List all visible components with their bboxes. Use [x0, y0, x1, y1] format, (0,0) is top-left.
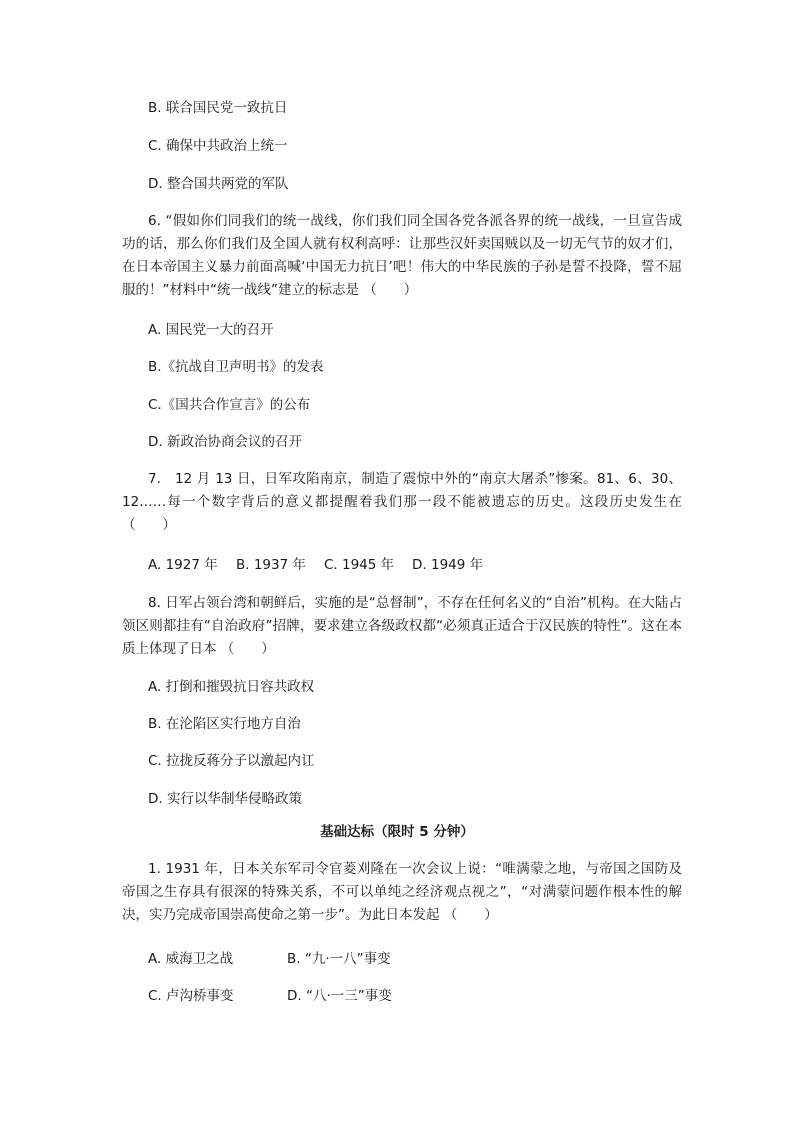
question-8-stem: 8. 日军占领台湾和朝鲜后，实施的是“总督制”，不存在任何名义的“自治”机构。在大陆占领区则都挂有“自治政府”招牌，要求建立各级政权都“必须真正适合于汉民族的特性”。这在本质上体现了日本 （ ） — [122, 595, 682, 657]
s1-option-b: B. “九·一八”事变 — [287, 951, 391, 967]
q6-option-a: A. 国民党一大的召开 — [148, 322, 274, 338]
q7-option-c: C. 1945 年 — [324, 557, 395, 573]
option-b: B. 联合国民党一致抗日 — [148, 100, 288, 116]
section-title: 基础达标（限时 5 分钟） — [320, 824, 474, 840]
question-7-stem: 7. 12 月 13 日，日军攻陷南京，制造了震惊中外的“南京大屠杀”惨案。81、6、30、12……每一个数字背后的意义都提醒着我们那一段不能被遗忘的历史。这段历史发生在 （ ） — [122, 471, 682, 533]
q7-option-a: A. 1927 年 — [148, 557, 218, 573]
q8-option-c: C. 拉拢反蒋分子以激起内讧 — [148, 753, 315, 769]
s1-option-a: A. 威海卫之战 — [148, 951, 234, 967]
q6-option-d: D. 新政治协商会议的召开 — [148, 434, 302, 450]
option-d: D. 整合国共两党的军队 — [148, 176, 289, 192]
q8-option-b: B. 在沦陷区实行地方自治 — [148, 716, 301, 732]
s1-options-row-1 — [148, 950, 391, 968]
q8-option-d: D. 实行以华制华侵略政策 — [148, 791, 302, 807]
section-question-1-stem: 1. 1931 年，日本关东军司令官菱刈隆在一次会议上说：“唯满蒙之地，与帝国之国防及帝国之生存具有很深的特殊关系，不可以单纯之经济观点视之”，“对满蒙问题作根本性的解决，实乃完成帝国崇高使命之第一步”。为此日本发起 （ ） — [122, 861, 682, 923]
q7-option-b: B. 1937 年 — [236, 557, 306, 573]
q8-option-a: A. 打倒和摧毁抗日容共政权 — [148, 679, 315, 695]
s1-options-row-2 — [148, 987, 392, 1005]
q6-option-c: C.《国共合作宣言》的公布 — [148, 397, 311, 413]
s1-option-d: D. “八·一三”事变 — [287, 988, 392, 1004]
q7-options — [148, 556, 483, 574]
q6-option-b: B.《抗战自卫声明书》的发表 — [148, 359, 324, 375]
q7-option-d: D. 1949 年 — [412, 557, 484, 573]
option-c: C. 确保中共政治上统一 — [148, 138, 288, 154]
s1-option-c: C. 卢沟桥事变 — [148, 988, 234, 1004]
question-6-stem: 6. “假如你们同我们的统一战线，你们我们同全国各党各派各界的统一战线，一旦宣告成功的话，那么你们我们及全国人就有权利高呼：让那些汉奸卖国贼以及一切无气节的奴才们，在日本帝国主义暴力前面高喊‘中国无力抗日’吧！伟大的中华民族的子孙是誓不投降，誓不屈服的！”材料中“统一战线”建立的标志是 （ ） — [122, 213, 682, 298]
